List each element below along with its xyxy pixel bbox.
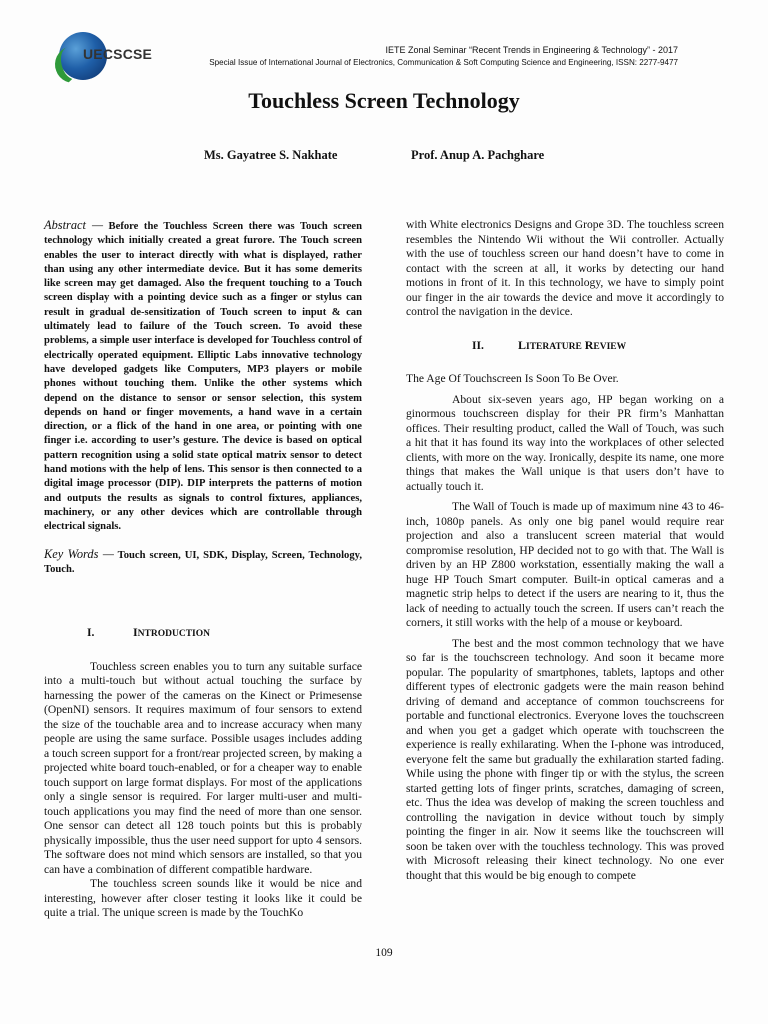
header-journal-line: Special Issue of International Journal of Electronics, Communication & Soft Computing Science and Engineering, ISSN: 2277-9477 <box>209 58 678 67</box>
continued-paragraph: with White electronics Designs and Grope 3D. The touchless screen resembles the Nintendo Wii without the Wii controller. Actually with the use of touchless screen our hand doesn’t have to come in contact with the screen at all, it works by detecting our hand motions in front of it. In this technology, we have to simply point our finger in the air towards the device and move it accordingly to control the navigation in the device. <box>406 218 724 318</box>
journal-logo <box>55 30 167 82</box>
keywords <box>44 547 362 578</box>
author-1: Ms. Gayatree S. Nakhate <box>204 148 338 162</box>
paper-title: Touchless Screen Technology <box>248 88 520 113</box>
section-heading-literature-review: II. LITERATURE REVIEW <box>472 337 627 352</box>
left-column <box>44 218 362 921</box>
section-number: I. <box>87 626 95 640</box>
abstract <box>44 218 362 535</box>
intro-paragraph-2: The touchless screen sounds like it would be nice and interesting, however after closer testing it looks like it could be quite a trial. The unique screen is made by the TouchKo <box>44 877 362 920</box>
logo-text: UECSCSE <box>83 46 153 62</box>
section-number: II. <box>472 338 484 352</box>
abstract-text: Before the Touchless Screen there was Touch screen technology which initially created a great furore. The Touch screen enables the user to interact directly with what is displayed, rather than using any other intermediate device. But it has some demerits like screen may get damaged. Also the frequent touching to a Touch screen display with a pointing device such as a finger or stylus can result in gradual de-sensitization of Touch screen to input & can ultimately lead to failure of the Touch screen. To avoid these problems, a simple user interface is developed for Touchless control of electrically operated equipment. Elliptic Labs innovative technology have developed gadgets like Computers, MP3 players or mobile phones without touching them. Unlike the other systems which depend on the distance to sensor or sensor selection, this system depends on hand or finger movements, a hand wave in a certain direction, or a flick of the hand in one area, or pointing with one finger i.e. according to user’s gesture. The device is based on optical pattern recognition using a solid state optical matrix sensor to detect hand motions with the help of lens. This sensor is then connected to a digital image processor (DIP). DIP interprets the patterns of motion and outputs the results as signals to control fixtures, appliances, machinery, or any other devices which are controllable through electrical signals. <box>44 221 363 533</box>
literature-paragraph-2: The Wall of Touch is made up of maximum nine 43 to 46-inch, 1080p panels. As only one big panel would require rear projection and also a translucent screen material that would compromise resolution, HP decided not to go with that. The Wall is driven by an HP Z800 workstation, essentially making the wall a huge HP Touch Smart computer. Built-in optical cameras and a magnetic strip helps to detect if the users are nearing to it, thus the lack of needing to actually touch the screen. If users can’t reach the corners, it still works with the help of a mouse or keyboard. <box>406 500 724 629</box>
keywords-label: Key Words — <box>44 546 114 561</box>
intro-paragraph-1: Touchless screen enables you to turn any suitable surface into a multi-touch but without actual touching the surface by harnessing the power of the cameras on the Kinect or Primesense (OpenNI) sensors. It requires maximum of four sensors to extend the size of the touchable area and to increase accuracy when many people are using the same surface. Possible usages includes adding a touch screen support for a front/rear projected screen, by making a projected white board touch-enabled, or for a cheaper way to enable touch support on large format displays. For most of the applications only a single sensor is required. For larger multi-user and multi-touch applications you may find the need of more than one sensor. One sensor can detect all 128 touch points but this is probably physically impossible, thus the user need support for upto 4 sensors. The software does not mind which sensors are installed, so that you can have a combination of different compatible hardware. <box>44 659 362 876</box>
literature-paragraph-3: The best and the most common technology that we have so far is the touchscreen technology. And soon it became more popular. The popularity of smartphones, tablets, laptops and other different types of electronic gadgets were the main reason behind driving of demand and acceptance of common touchscreens for portable and functional electronics. Everyone loves the touchscreen and when you get a gadget which operate with touchscreen the experience is really exhilarating. When the I-phone was introduced, everyone felt the same but gradually the exhilaration started fading. While using the phone with finger tip or with the stylus, the screen started getting lots of finger prints, scratches, damaging of screen, etc. Thus the idea was develop of making the screen touchless and controlling the navigation in device without touch by simply pointing the finger in air. Now it seems like the touchscreen will soon be taken over with the touchless technology. This was proved with Microsoft releasing their kinect technology. No one ever thought that this would be big enough to compete <box>406 636 724 882</box>
literature-lead: The Age Of Touchscreen Is Soon To Be Over. <box>406 372 619 385</box>
section-heading-introduction: I. INTRODUCTION <box>87 625 210 640</box>
header-seminar-line: IETE Zonal Seminar “Recent Trends in Engineering & Technology” - 2017 <box>385 45 678 55</box>
author-2: Prof. Anup A. Pachghare <box>411 148 545 162</box>
keywords-text: Touch screen, UI, SDK, Display, Screen, Technology, Touch. <box>44 549 362 575</box>
literature-paragraph-1: About six-seven years ago, HP began working on a ginormous touchscreen display for their PR firm’s Manhattan offices. Their resulting product, called the Wall of Touch, was such a hit that it has found its way into the workplaces of other selected clients, with more on the way. Ironically, despite its name, one more things that makes the Wall unique is that users don’t have to actually touch it. <box>406 392 724 493</box>
right-column <box>406 218 724 883</box>
page-number: 109 <box>375 947 393 959</box>
abstract-label: Abstract — <box>44 218 104 232</box>
